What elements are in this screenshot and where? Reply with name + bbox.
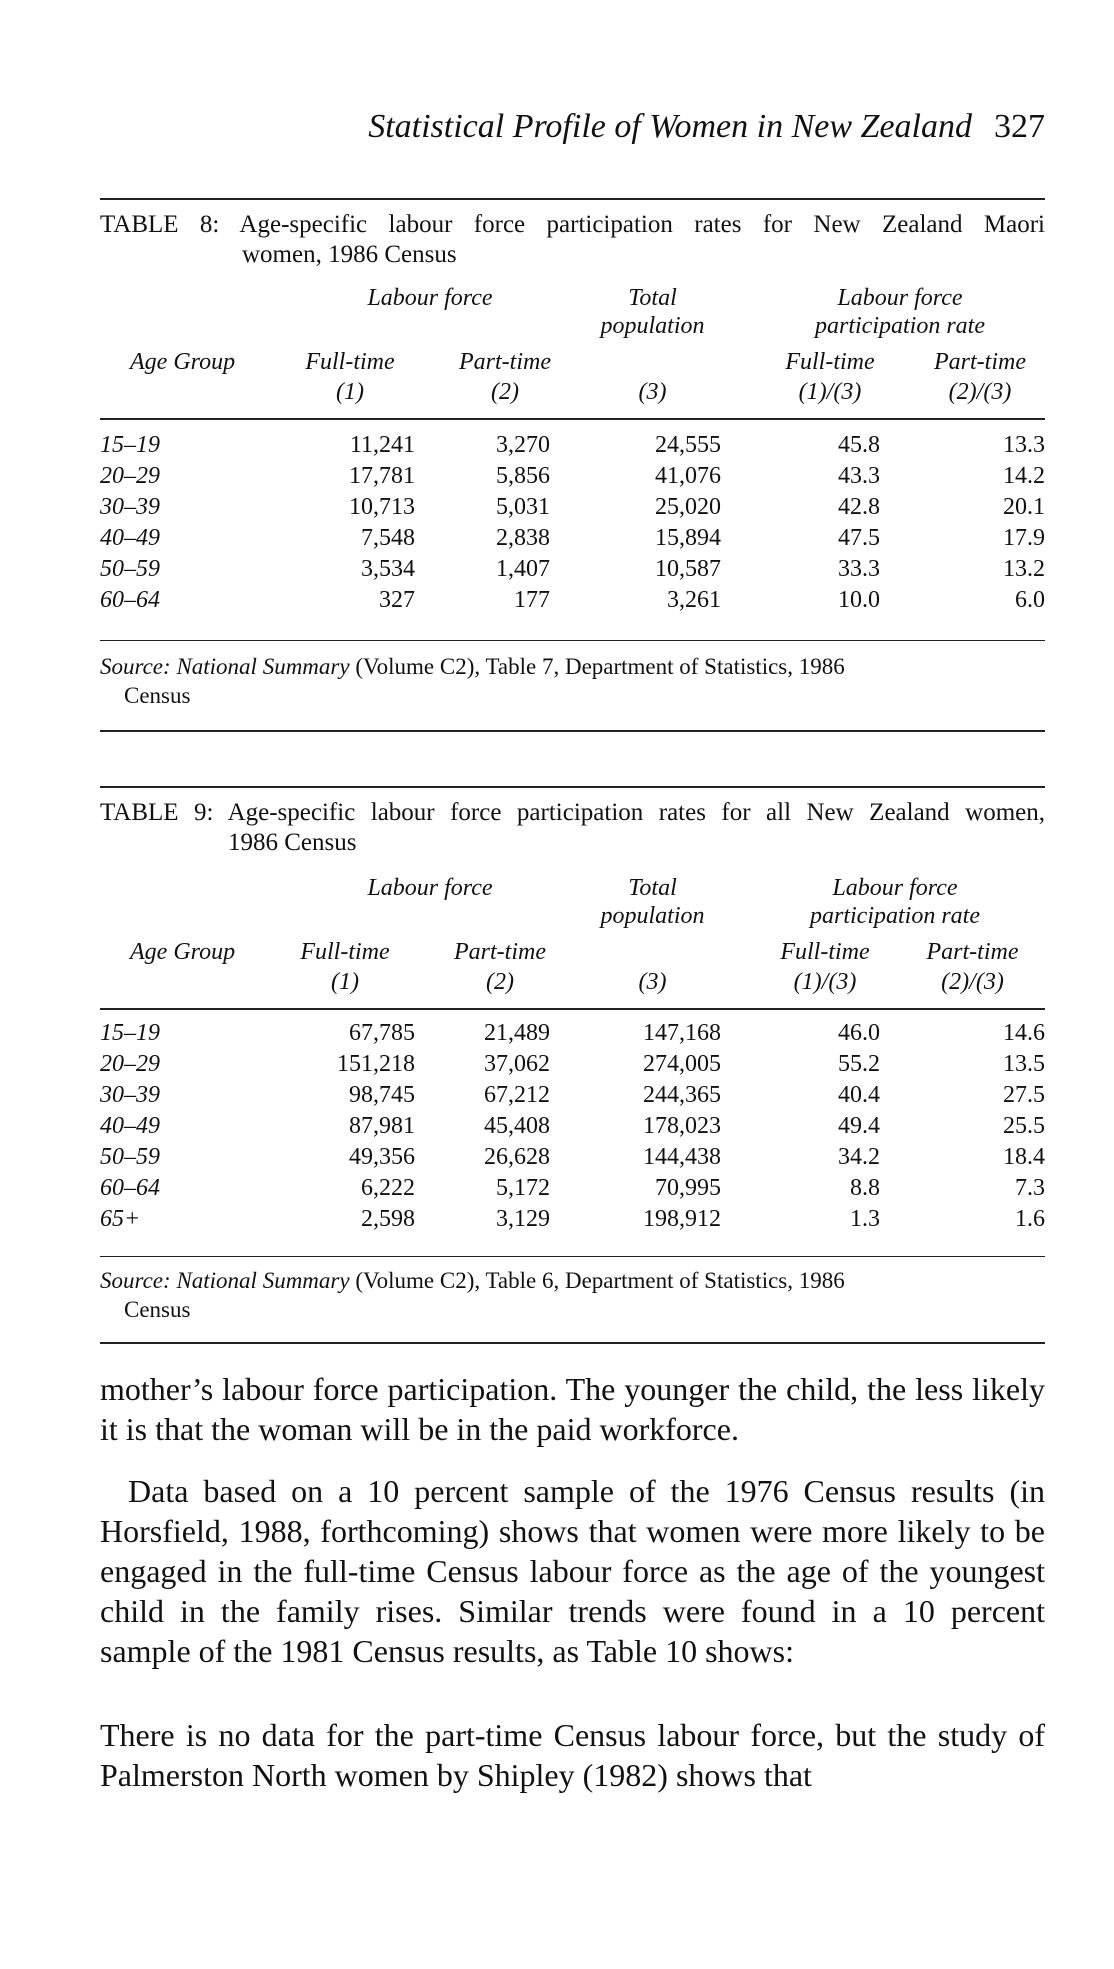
population-cell: 198,912 bbox=[643, 1206, 721, 1232]
part-time-rate-cell: 27.5 bbox=[1003, 1082, 1045, 1108]
part-time-rate-cell: 7.3 bbox=[1015, 1175, 1045, 1201]
header-col-1: (1) bbox=[331, 969, 359, 995]
full-time-rate-cell: 1.3 bbox=[850, 1206, 880, 1232]
table-row bbox=[100, 1175, 1045, 1206]
table-row bbox=[100, 1082, 1045, 1113]
bottom-rule bbox=[100, 1342, 1045, 1344]
header-col-2: (2) bbox=[491, 379, 519, 405]
age-cell: 40–49 bbox=[100, 1113, 160, 1139]
header-labour-force: Labour force bbox=[367, 285, 493, 311]
population-cell: 41,076 bbox=[655, 463, 721, 489]
header-population: population bbox=[600, 903, 705, 929]
part-time-rate-cell: 13.3 bbox=[1003, 432, 1045, 458]
age-cell: 30–39 bbox=[100, 1082, 160, 1108]
part-time-rate-cell: 6.0 bbox=[1015, 587, 1045, 613]
source-title: National Summary bbox=[176, 654, 350, 679]
age-cell: 65+ bbox=[100, 1206, 141, 1232]
full-time-rate-cell: 8.8 bbox=[850, 1175, 880, 1201]
table-9 bbox=[100, 772, 1045, 1357]
full-time-rate-cell: 49.4 bbox=[838, 1113, 880, 1139]
source-title: National Summary bbox=[176, 1268, 350, 1293]
header-col-3: (3) bbox=[638, 969, 667, 995]
header-full-time: Full-time bbox=[305, 349, 395, 375]
age-cell: 40–49 bbox=[100, 525, 160, 551]
part-time-rate-cell: 13.2 bbox=[1003, 556, 1045, 582]
age-cell: 50–59 bbox=[100, 1144, 160, 1170]
full-time-cell: 6,222 bbox=[361, 1175, 415, 1201]
full-time-rate-cell: 33.3 bbox=[838, 556, 880, 582]
full-time-rate-cell: 55.2 bbox=[838, 1051, 880, 1077]
full-time-rate-cell: 43.3 bbox=[838, 463, 880, 489]
table-8 bbox=[100, 192, 1045, 737]
source-text: (Volume C2), Table 7, Department of Statistics, 1986 bbox=[355, 654, 845, 679]
age-cell: 50–59 bbox=[100, 556, 160, 582]
full-time-cell: 11,241 bbox=[349, 432, 415, 458]
header-participation-2: participation rate bbox=[815, 313, 985, 339]
part-time-cell: 5,031 bbox=[496, 494, 550, 520]
part-time-cell: 21,489 bbox=[484, 1020, 550, 1046]
table-caption bbox=[100, 798, 1045, 858]
running-header bbox=[100, 108, 1045, 146]
age-cell: 15–19 bbox=[100, 1020, 160, 1046]
full-time-cell: 87,981 bbox=[349, 1113, 415, 1139]
body-text bbox=[100, 1369, 1045, 1795]
population-cell: 24,555 bbox=[655, 432, 721, 458]
header-age-group: Age Group bbox=[130, 349, 236, 375]
part-time-cell: 3,129 bbox=[496, 1206, 550, 1232]
full-time-cell: 49,356 bbox=[349, 1144, 415, 1170]
part-time-cell: 45,408 bbox=[484, 1113, 550, 1139]
caption-text-line1: Age-specific labour force participation rates for New Zealand Maori bbox=[239, 211, 1045, 238]
full-time-cell: 10,713 bbox=[349, 494, 415, 520]
source-text: (Volume C2), Table 6, Department of Statistics, 1986 bbox=[355, 1268, 845, 1293]
caption-text-line1: Age-specific labour force participation rates for all New Zealand women, bbox=[227, 799, 1045, 826]
full-time-cell: 3,534 bbox=[361, 556, 415, 582]
part-time-rate-cell: 13.5 bbox=[1003, 1051, 1045, 1077]
header-col-3: (3) bbox=[638, 379, 667, 405]
table-source bbox=[100, 652, 1045, 710]
part-time-cell: 5,172 bbox=[496, 1175, 550, 1201]
header-full-time: Full-time bbox=[300, 939, 390, 965]
age-cell: 30–39 bbox=[100, 494, 160, 520]
part-time-rate-cell: 20.1 bbox=[1003, 494, 1045, 520]
source-continuation: Census bbox=[124, 1297, 191, 1322]
table-row bbox=[100, 587, 1045, 618]
paragraph: mother’s labour force participation. The younger the child, the less likely it is that the woman will be in the paid workforce. bbox=[100, 1371, 1045, 1447]
table-row bbox=[100, 432, 1045, 463]
source-label: Source: bbox=[100, 1268, 171, 1293]
header-participation-1: Labour force bbox=[832, 875, 958, 901]
part-time-cell: 26,628 bbox=[484, 1144, 550, 1170]
full-time-rate-cell: 10.0 bbox=[838, 587, 880, 613]
population-cell: 244,365 bbox=[643, 1082, 721, 1108]
header-col-4: (1)/(3) bbox=[798, 379, 862, 405]
full-time-cell: 151,218 bbox=[337, 1051, 415, 1077]
part-time-cell: 5,856 bbox=[496, 463, 550, 489]
full-time-rate-cell: 45.8 bbox=[838, 432, 880, 458]
population-cell: 274,005 bbox=[643, 1051, 721, 1077]
paragraph: Data based on a 10 percent sample of the 1976 Census results (in Horsfield, 1988, forthcoming) shows that women were more likely to be engaged in the full-time Census labour force as the age of the youngest child in the family rises. Similar trends were found in a 10 percent sample of the 1981 Census results, as Table 10 shows: bbox=[100, 1473, 1045, 1669]
body-rule bbox=[100, 640, 1045, 641]
full-time-cell: 7,548 bbox=[361, 525, 415, 551]
header-part-time: Part-time bbox=[454, 939, 546, 965]
body-rule bbox=[100, 1256, 1045, 1257]
age-cell: 15–19 bbox=[100, 432, 160, 458]
top-rule bbox=[100, 786, 1045, 788]
table-row bbox=[100, 1206, 1045, 1237]
header-part-time-rate: Part-time bbox=[926, 939, 1019, 965]
table-row bbox=[100, 463, 1045, 494]
caption-text-line2: women, 1986 Census bbox=[242, 241, 457, 268]
table-caption bbox=[100, 210, 1045, 270]
population-cell: 147,168 bbox=[643, 1020, 721, 1046]
header-rule bbox=[100, 418, 1045, 420]
table-row bbox=[100, 494, 1045, 525]
header-population: population bbox=[600, 313, 705, 339]
header-col-5: (2)/(3) bbox=[941, 969, 1004, 995]
header-part-time: Part-time bbox=[459, 349, 551, 375]
header-participation-2: participation rate bbox=[810, 903, 980, 929]
population-cell: 25,020 bbox=[655, 494, 721, 520]
population-cell: 15,894 bbox=[655, 525, 721, 551]
population-cell: 178,023 bbox=[643, 1113, 721, 1139]
table-row bbox=[100, 1020, 1045, 1051]
full-time-cell: 2,598 bbox=[361, 1206, 415, 1232]
table-row bbox=[100, 1113, 1045, 1144]
population-cell: 70,995 bbox=[655, 1175, 721, 1201]
header-participation-1: Labour force bbox=[837, 285, 963, 311]
page-number: 327 bbox=[994, 108, 1045, 145]
part-time-rate-cell: 25.5 bbox=[1003, 1113, 1045, 1139]
part-time-cell: 1,407 bbox=[496, 556, 550, 582]
full-time-cell: 327 bbox=[379, 587, 415, 613]
header-total: Total bbox=[628, 285, 677, 311]
part-time-cell: 2,838 bbox=[496, 525, 550, 551]
header-col-1: (1) bbox=[336, 379, 364, 405]
header-labour-force: Labour force bbox=[367, 875, 493, 901]
full-time-rate-cell: 40.4 bbox=[838, 1082, 880, 1108]
part-time-cell: 37,062 bbox=[484, 1051, 550, 1077]
header-full-time-rate: Full-time bbox=[785, 349, 875, 375]
full-time-cell: 17,781 bbox=[349, 463, 415, 489]
table-row bbox=[100, 1051, 1045, 1082]
header-part-time-rate: Part-time bbox=[934, 349, 1026, 375]
running-title: Statistical Profile of Women in New Zealand bbox=[368, 108, 972, 145]
caption-text-line2: 1986 Census bbox=[228, 829, 357, 856]
age-cell: 60–64 bbox=[100, 1175, 160, 1201]
header-age-group: Age Group bbox=[130, 939, 236, 965]
header-rule bbox=[100, 1008, 1045, 1010]
part-time-rate-cell: 18.4 bbox=[1003, 1144, 1045, 1170]
table-row bbox=[100, 1144, 1045, 1175]
bottom-rule bbox=[100, 730, 1045, 732]
source-label: Source: bbox=[100, 654, 171, 679]
full-time-rate-cell: 42.8 bbox=[838, 494, 880, 520]
table-row bbox=[100, 525, 1045, 556]
header-total: Total bbox=[628, 875, 677, 901]
header-col-4: (1)/(3) bbox=[793, 969, 857, 995]
header-col-2: (2) bbox=[486, 969, 514, 995]
part-time-cell: 177 bbox=[514, 587, 550, 613]
paragraph: There is no data for the part-time Census labour force, but the study of Palmerston North women by Shipley (1982) shows that bbox=[100, 1717, 1045, 1793]
population-cell: 144,438 bbox=[643, 1144, 721, 1170]
full-time-rate-cell: 47.5 bbox=[838, 525, 880, 551]
part-time-cell: 67,212 bbox=[484, 1082, 550, 1108]
full-time-rate-cell: 34.2 bbox=[838, 1144, 880, 1170]
age-cell: 20–29 bbox=[100, 1051, 160, 1077]
part-time-rate-cell: 14.6 bbox=[1003, 1020, 1045, 1046]
age-cell: 60–64 bbox=[100, 587, 160, 613]
top-rule bbox=[100, 198, 1045, 200]
part-time-rate-cell: 1.6 bbox=[1015, 1206, 1045, 1232]
table-label: TABLE 9: bbox=[100, 799, 214, 826]
full-time-cell: 67,785 bbox=[349, 1020, 415, 1046]
part-time-rate-cell: 17.9 bbox=[1003, 525, 1045, 551]
header-col-5: (2)/(3) bbox=[948, 379, 1012, 405]
table-row bbox=[100, 556, 1045, 587]
age-cell: 20–29 bbox=[100, 463, 160, 489]
table-source bbox=[100, 1266, 1045, 1324]
header-full-time-rate: Full-time bbox=[780, 939, 870, 965]
population-cell: 3,261 bbox=[667, 587, 721, 613]
full-time-rate-cell: 46.0 bbox=[838, 1020, 880, 1046]
source-continuation: Census bbox=[124, 683, 191, 708]
table-label: TABLE 8: bbox=[100, 211, 220, 238]
full-time-cell: 98,745 bbox=[349, 1082, 415, 1108]
population-cell: 10,587 bbox=[655, 556, 721, 582]
part-time-cell: 3,270 bbox=[496, 432, 550, 458]
part-time-rate-cell: 14.2 bbox=[1003, 463, 1045, 489]
